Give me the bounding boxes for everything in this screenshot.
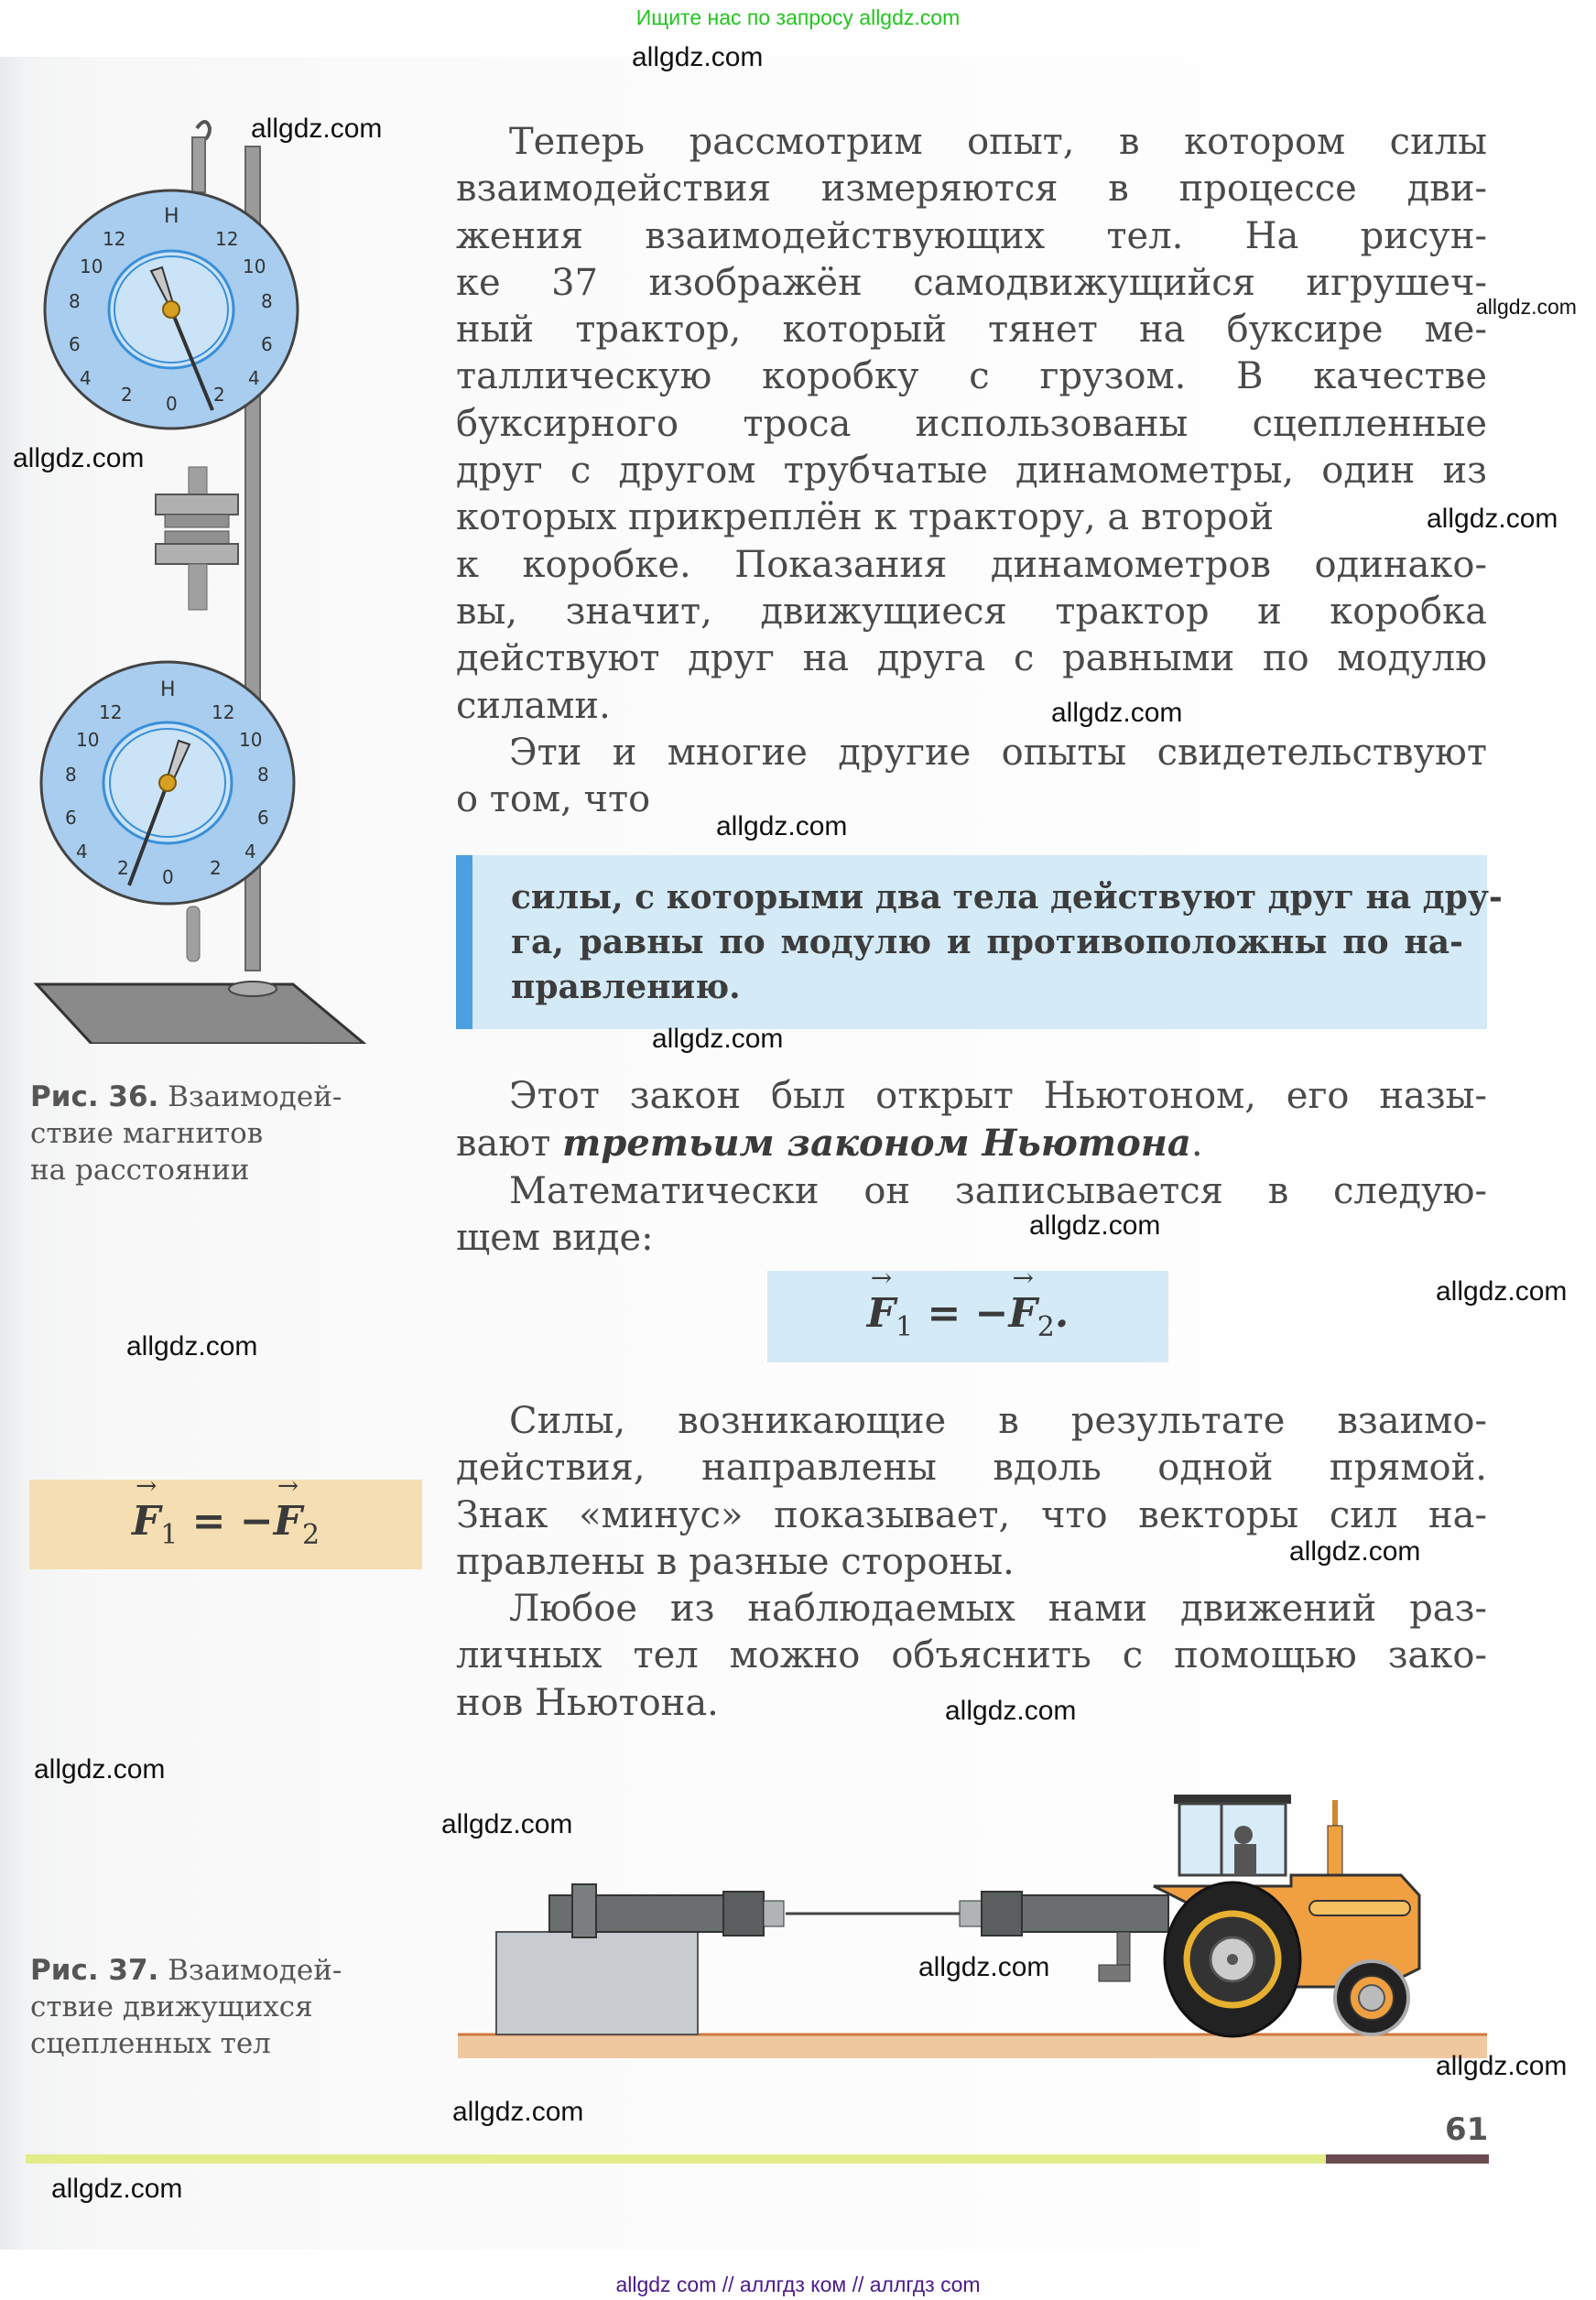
rule-accent-bar (456, 855, 472, 1029)
text-line: щем виде: (456, 1216, 654, 1259)
tractor (1154, 1795, 1419, 2036)
figure-36-magnets-dynamometers (27, 110, 385, 1044)
svg-text:2: 2 (210, 857, 222, 879)
caption-line: на расстоянии (30, 1154, 250, 1187)
svg-text:0: 0 (166, 393, 178, 415)
third-law-rule-box (456, 855, 1503, 1029)
svg-text:4: 4 (80, 367, 92, 389)
svg-text:0: 0 (162, 866, 174, 888)
svg-text:12: 12 (103, 228, 126, 250)
text-line: о том, что (456, 778, 651, 821)
text-line: Силы, возникающие в результате взаимо- (509, 1400, 1487, 1442)
svg-text:10: 10 (76, 729, 100, 751)
text-line: таллическую коробку с грузом. В качестве (456, 355, 1487, 398)
text-line: Любое из наблюдаемых нами движений раз- (509, 1588, 1487, 1631)
watermark: allgdz.com (1289, 1536, 1421, 1567)
watermark: allgdz.com (1051, 698, 1183, 728)
text-line: Эти и многие другие опыты свидетельствуют (509, 731, 1487, 774)
figure-36-number: Рис. 36. (30, 1080, 159, 1113)
caption-line: Взаимодей- (168, 1954, 342, 1987)
footer-rule-accent (1326, 2154, 1489, 2164)
text-line: буксирного троса использованы сцепленные (456, 402, 1487, 445)
svg-text:8: 8 (65, 764, 77, 786)
watermark: allgdz.com (34, 1754, 166, 1785)
text-line: к коробке. Показания динамометров одинако- (456, 543, 1487, 586)
svg-text:12: 12 (212, 701, 235, 723)
svg-text:12: 12 (215, 228, 239, 250)
page-number: 61 (1445, 2111, 1489, 2148)
rule-text: силы, с которыми два тела действуют друг на дру- га, равны по модулю и противоположны по на- правлению. (511, 878, 1503, 1006)
formula-side-box (29, 1480, 422, 1569)
svg-text:10: 10 (243, 255, 266, 277)
svg-text:6: 6 (65, 807, 77, 829)
svg-text:12: 12 (99, 701, 123, 723)
watermark: allgdz.com (716, 811, 848, 841)
text-line: Этот закон был открыт Ньютоном, его назы- (509, 1075, 1487, 1117)
figure-37-tractor-towing-box (458, 1795, 1493, 2060)
watermark: allgdz.com (13, 443, 145, 473)
text-line: действия, направлены вдоль одной прямой. (456, 1447, 1487, 1490)
watermark: allgdz.com (441, 1809, 573, 1839)
watermark: allgdz.com (251, 114, 383, 144)
figure-37-number: Рис. 37. (30, 1954, 159, 1987)
svg-text:4: 4 (244, 841, 256, 862)
svg-text:Н: Н (160, 678, 176, 701)
text-line: правлены в разные стороны. (456, 1540, 1015, 1583)
svg-text:8: 8 (257, 764, 269, 786)
text-line: вы, значит, движущиеся трактор и коробка (456, 590, 1487, 633)
caption-line: ствие движущихся (30, 1991, 313, 2023)
top-banner[interactable]: Ищите нас по запросу allgdz.com (635, 5, 961, 29)
text-line: жения взаимодействующих тел. На рисун- (456, 214, 1487, 257)
watermark: allgdz.com (51, 2174, 183, 2204)
bottom-banner[interactable]: allgdz com // аллгдз ком // аллгдз com (615, 2273, 981, 2296)
text-line: силами. (456, 684, 611, 727)
dial-bottom (41, 662, 294, 904)
watermark: allgdz.com (1029, 1210, 1161, 1241)
third-law-formula-side: → $F_1$ = −→ $F_2$ (132, 1498, 320, 1551)
svg-text:2: 2 (213, 384, 225, 406)
text-line: друг с другом трубчатые динамометры, один из (456, 450, 1487, 493)
svg-text:2: 2 (121, 384, 133, 406)
paragraph-newton-law (456, 1073, 1487, 1262)
watermark: allgdz.com (652, 1024, 784, 1054)
text-line: личных тел можно объяснить с помощью зако- (456, 1634, 1487, 1677)
dial-top (45, 190, 298, 429)
text-line: ке 37 изображён самодвижущийся игрушеч- (456, 261, 1487, 304)
third-law-term: третьим законом Ньютона (562, 1122, 1191, 1166)
watermark: allgdz.com (126, 1331, 258, 1362)
text-line: действуют друг на друга с равными по модулю (456, 637, 1487, 680)
text-line: нов Ньютона. (456, 1681, 719, 1724)
text-line: Знак «минус» показывает, что векторы сил на- (456, 1493, 1487, 1536)
svg-text:Н: Н (164, 205, 179, 228)
watermark: allgdz.com (1427, 504, 1558, 534)
svg-text:10: 10 (80, 255, 103, 277)
paragraph-experiment (456, 119, 1487, 823)
svg-text:6: 6 (69, 333, 81, 355)
watermark: allgdz.com (632, 42, 764, 72)
text-line: взаимодействия измеряются в процессе дви- (456, 168, 1487, 211)
watermark: allgdz.com (1476, 295, 1577, 319)
caption-line: сцепленных тел (30, 2027, 271, 2060)
figure-37-caption (30, 1952, 342, 2062)
caption-line: Взаимодей- (168, 1080, 342, 1113)
watermark: allgdz.com (1436, 1276, 1568, 1307)
svg-text:6: 6 (261, 333, 273, 355)
svg-text:10: 10 (239, 729, 263, 751)
svg-text:8: 8 (261, 290, 273, 312)
watermark: allgdz.com (1436, 2051, 1568, 2081)
text-line: вают третьим законом Ньютона. (456, 1122, 1203, 1166)
figure-36-caption (30, 1079, 342, 1188)
svg-text:2: 2 (117, 857, 129, 879)
text-line: ный трактор, который тянет на буксире ме- (456, 309, 1487, 352)
text-line: которых прикреплён к трактору, а второй (456, 496, 1275, 539)
formula-main-box (767, 1271, 1168, 1362)
svg-text:4: 4 (76, 841, 88, 862)
svg-text:4: 4 (248, 367, 260, 389)
svg-text:6: 6 (257, 807, 269, 829)
third-law-formula: → $F_1$ = −→ $F_2$. (867, 1290, 1069, 1343)
watermark: allgdz.com (918, 1952, 1050, 1982)
footer-rule (26, 2154, 1326, 2164)
text-line: Математически он записывается в следую- (509, 1169, 1487, 1212)
watermark: allgdz.com (452, 2097, 584, 2127)
text-line: Теперь рассмотрим опыт, в котором силы (509, 121, 1487, 163)
caption-line: ствие магнитов (30, 1117, 264, 1150)
metal-box (496, 1932, 698, 2034)
svg-text:8: 8 (69, 290, 81, 312)
watermark: allgdz.com (945, 1696, 1077, 1726)
